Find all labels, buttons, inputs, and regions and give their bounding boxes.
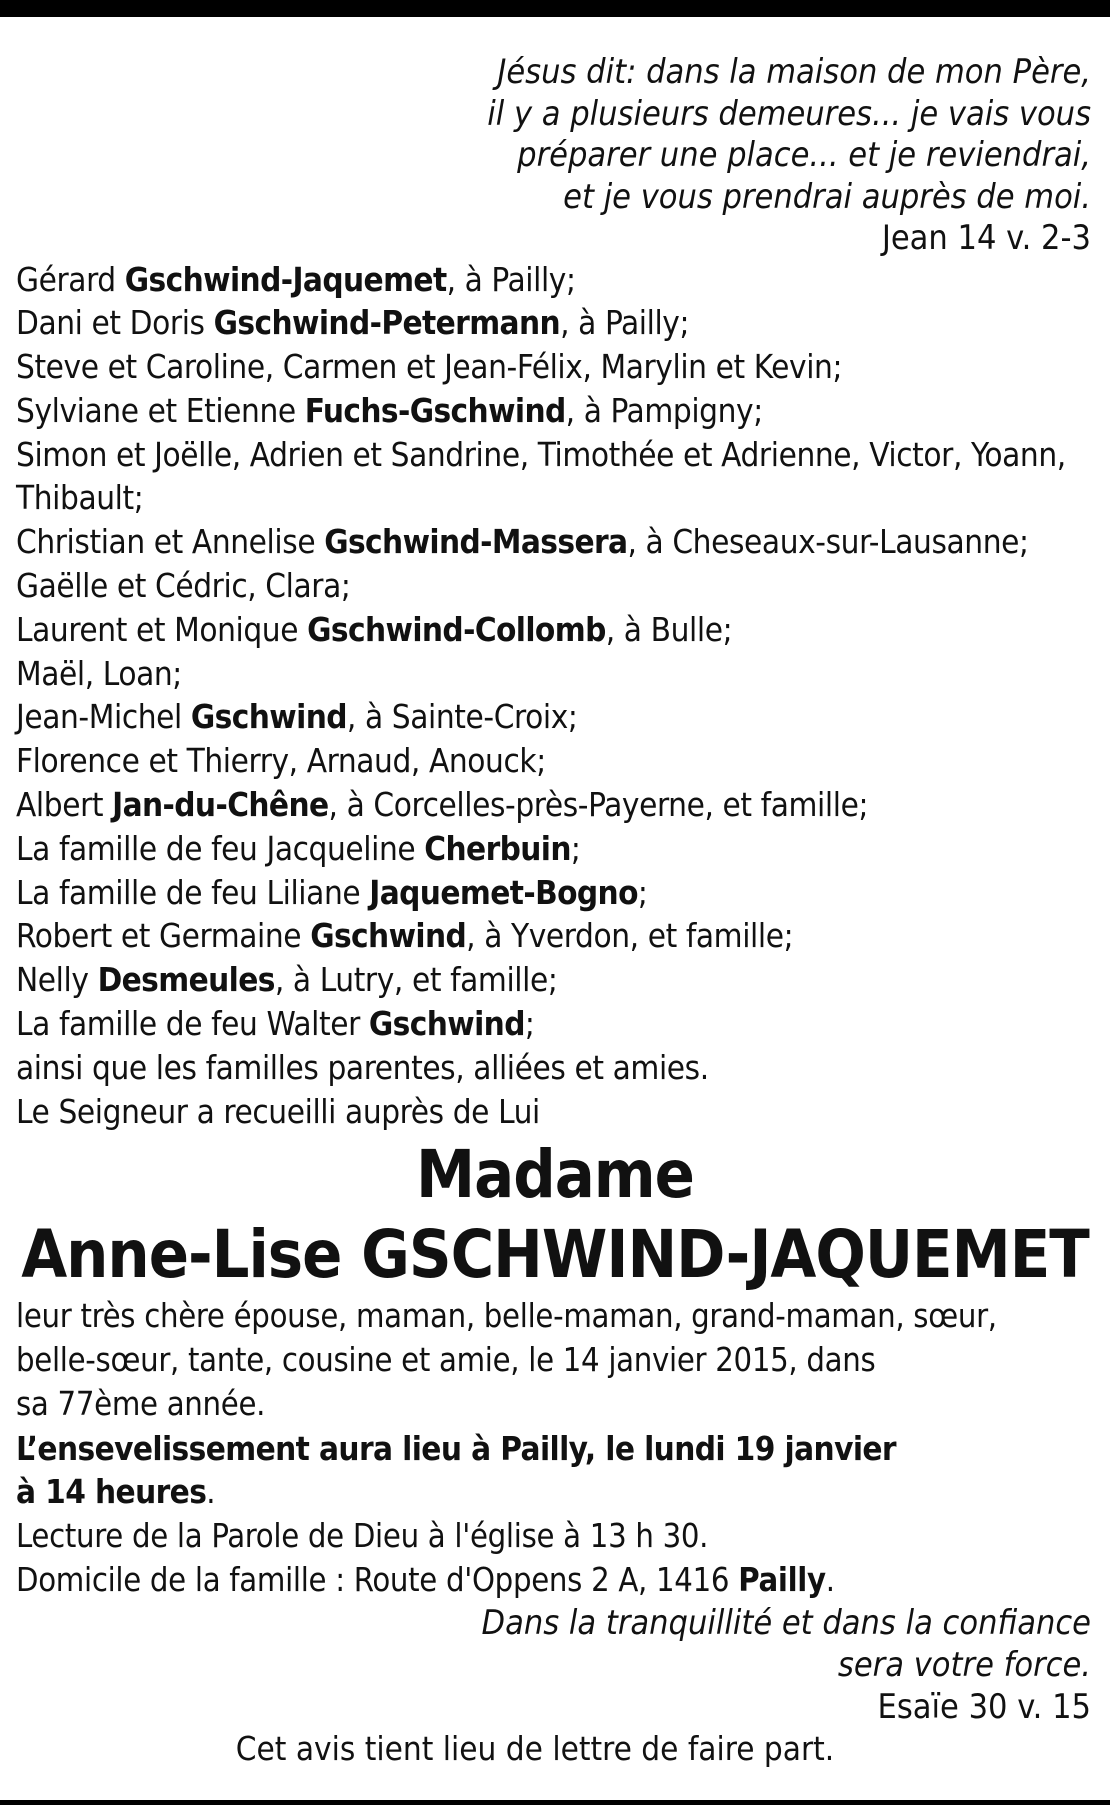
description [16, 1295, 1094, 1426]
entry-text: , à Corcelles-près-Payerne, et famille; [328, 785, 869, 825]
entry-surname: Gschwind-Petermann [213, 303, 561, 343]
entry-surname: Gschwind-Jaquemet [124, 259, 447, 299]
entry-text: Albert [16, 785, 113, 825]
entry-surname: Jan-du-Chêne [112, 785, 329, 825]
entry-text: Le Seigneur a recueilli auprès de Lui [16, 1091, 540, 1131]
domicile-town: Pailly [738, 1560, 826, 1599]
entry-text: ; [524, 1004, 535, 1044]
domicile-text: Domicile de la famille : Route d'Oppens 2 A, 1416 [16, 1560, 739, 1599]
entry-surname: Desmeules [97, 960, 275, 1000]
entry-text: La famille de feu Walter [16, 1004, 369, 1044]
entry-surname: Gschwind-Collomb [307, 609, 606, 649]
family-entry [16, 345, 1094, 389]
bottom-border [0, 1800, 1110, 1805]
reading-info: Lecture de la Parole de Dieu à l'église à 13 h 30. [16, 1516, 709, 1555]
verse-line: et je vous prendrai auprès de moi. [563, 176, 1091, 217]
family-entry [16, 871, 1094, 915]
entry-surname: Gschwind [190, 697, 347, 737]
verse-reference: Jean 14 v. 2-3 [881, 218, 1091, 258]
family-entry [16, 783, 1094, 827]
entry-surname: Fuchs-Gschwind [304, 390, 566, 430]
family-entry [16, 1090, 1094, 1134]
top-border [0, 0, 1110, 17]
entry-text: Simon et Joëlle, Adrien et Sandrine, Timothée et Adrienne, Victor, Yoann, Thibault; [16, 434, 1066, 518]
family-entry [16, 958, 1094, 1002]
entry-text: Jean-Michel [16, 697, 191, 737]
entry-text: Nelly [16, 960, 98, 1000]
closing-verse-line: sera votre force. [837, 1645, 1091, 1686]
footnote: Cet avis tient lieu de lettre de faire part. [235, 1729, 835, 1769]
burial-time: à 14 heures [16, 1472, 207, 1512]
family-entry [16, 652, 1094, 696]
entry-text: Steve et Caroline, Carmen et Jean-Félix, Marylin et Kevin; [16, 347, 843, 387]
family-entry [16, 389, 1094, 433]
burial-info [16, 1427, 1094, 1515]
burial-period: . [206, 1473, 216, 1512]
family-entry [16, 827, 1094, 871]
entry-text: , à Yverdon, et famille; [466, 916, 794, 956]
family-entry [16, 1046, 1094, 1090]
entry-text: Gérard [16, 259, 125, 299]
obituary-notice [16, 52, 1094, 1770]
entry-text: ; [637, 872, 648, 912]
family-entry [16, 695, 1094, 739]
closing-verse-reference: Esaïe 30 v. 15 [877, 1687, 1091, 1728]
entry-text: Gaëlle et Cédric, Clara; [16, 566, 351, 606]
verse-line: il y a plusieurs demeures... je vais vous [487, 93, 1091, 134]
entry-text: Florence et Thierry, Arnaud, Anouck; [16, 741, 546, 781]
entry-text: La famille de feu Jacqueline [16, 828, 425, 868]
entry-text: , à Sainte-Croix; [346, 697, 578, 737]
opening-verse [16, 52, 1094, 260]
family-entry [16, 608, 1094, 652]
entry-text: , à Pailly; [446, 259, 576, 299]
family-entry [16, 1002, 1094, 1046]
burial-line: L’ensevelissement aura lieu à Pailly, le lundi 19 janvier [16, 1428, 896, 1468]
description-line: leur très chère épouse, maman, belle-maman, grand-maman, sœur, [16, 1297, 997, 1336]
domicile-info [16, 1559, 1094, 1603]
closing-verse-line: Dans la tranquillité et dans la confiance [481, 1603, 1091, 1644]
entry-text: , à Cheseaux-sur-Lausanne; [627, 522, 1029, 562]
entry-surname: Cherbuin [424, 828, 571, 868]
entry-surname: Gschwind [368, 1004, 525, 1044]
description-line: sa 77ème année. [16, 1384, 266, 1423]
entry-text: , à Pampigny; [565, 390, 763, 430]
deceased-name: Anne-Lise GSCHWIND-JAQUEMET [21, 1216, 1089, 1294]
family-entry [16, 258, 1094, 302]
domicile-text: . [825, 1560, 835, 1599]
closing-verse [16, 1602, 1094, 1728]
family-entry [16, 739, 1094, 783]
entry-text: Dani et Doris [16, 303, 214, 343]
burial-time-line [16, 1470, 1094, 1515]
family-entry [16, 301, 1094, 345]
family-entry [16, 564, 1094, 608]
entry-text: Robert et Germaine [16, 916, 311, 956]
entry-text: Laurent et Monique [16, 609, 308, 649]
deceased-title: Madame [416, 1136, 694, 1214]
family-entry [16, 914, 1094, 958]
entry-text: Christian et Annelise [16, 522, 325, 562]
entry-text: La famille de feu Liliane [16, 872, 370, 912]
entry-text: , à Bulle; [605, 609, 733, 649]
family-entry [16, 433, 1094, 521]
verse-line: préparer une place... et je reviendrai, [517, 135, 1091, 175]
entry-text: Sylviane et Etienne [16, 390, 305, 430]
description-line: belle-sœur, tante, cousine et amie, le 14 janvier 2015, dans [16, 1341, 876, 1380]
entry-text: ; [570, 828, 581, 868]
entry-text: , à Pailly; [560, 303, 690, 343]
entry-surname: Gschwind-Massera [324, 522, 628, 562]
family-entry [16, 520, 1094, 564]
entry-text: Maël, Loan; [16, 653, 182, 693]
entry-text: ainsi que les familles parentes, alliées et amies. [16, 1047, 709, 1087]
entry-text: , à Lutry, et famille; [274, 960, 558, 1000]
entry-surname: Gschwind [310, 916, 467, 956]
entry-surname: Jaquemet-Bogno [369, 872, 638, 912]
verse-line: Jésus dit: dans la maison de mon Père, [497, 52, 1091, 92]
family-list [16, 258, 1094, 1134]
